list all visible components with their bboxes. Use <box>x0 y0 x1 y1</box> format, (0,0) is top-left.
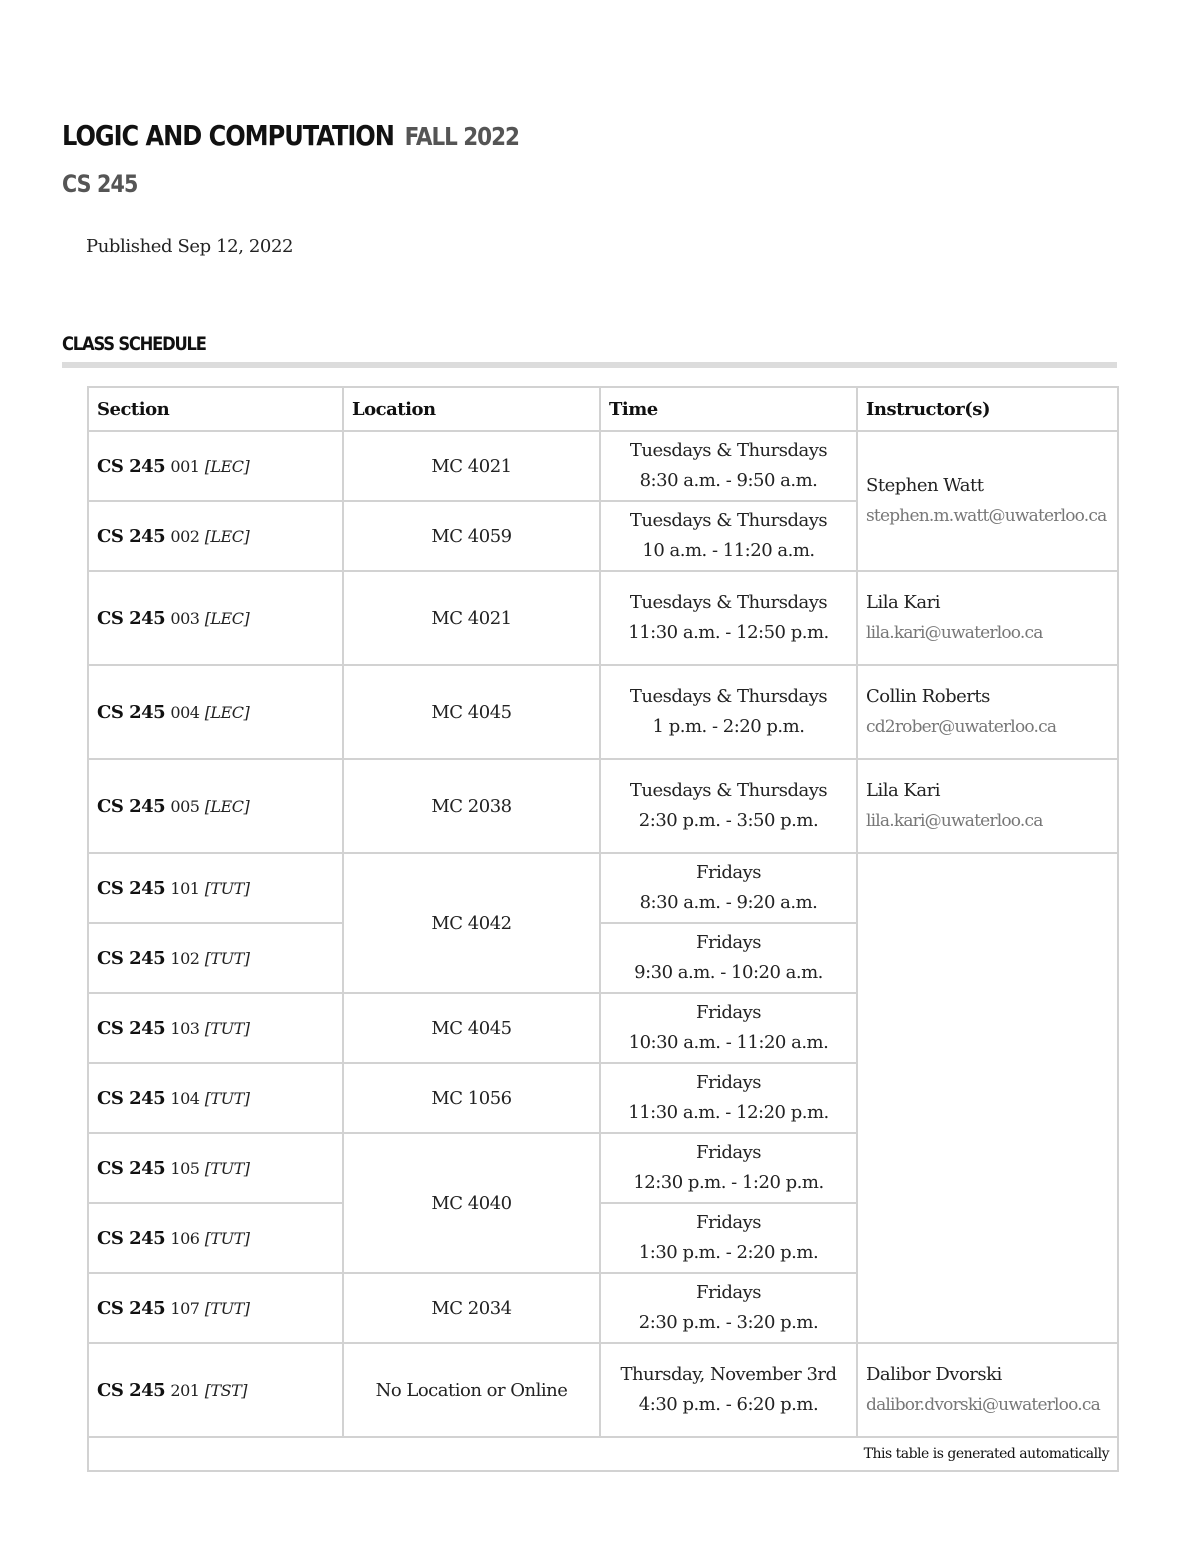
instructor-cell <box>857 571 1118 665</box>
section-type: [TUT] <box>204 1298 250 1318</box>
location-cell: MC 2038 <box>343 759 600 853</box>
time-cell <box>600 759 857 853</box>
section-type: [TUT] <box>204 1228 250 1248</box>
table-row <box>88 759 1118 853</box>
section-type: [TUT] <box>204 878 250 898</box>
instructor-email[interactable]: dalibor.dvorski@uwaterloo.ca <box>866 1395 1100 1415</box>
time-cell <box>600 923 857 993</box>
section-cell <box>88 1203 343 1273</box>
course-prefix: CS 245 <box>97 525 166 547</box>
instructor-cell <box>857 665 1118 759</box>
course-prefix: CS 245 <box>97 1017 166 1039</box>
section-cell <box>88 759 343 853</box>
time-cell <box>600 1063 857 1133</box>
location-cell: MC 4059 <box>343 501 600 571</box>
time-cell <box>600 993 857 1063</box>
column-header-location: Location <box>343 387 600 431</box>
location-cell: MC 1056 <box>343 1063 600 1133</box>
section-number: 003 <box>170 608 200 628</box>
section-number: 104 <box>170 1088 200 1108</box>
instructor-name: Stephen Watt <box>866 475 984 496</box>
section-cell <box>88 571 343 665</box>
time-range: 8:30 a.m. - 9:50 a.m. <box>639 470 818 491</box>
course-prefix: CS 245 <box>97 1227 166 1249</box>
time-days: Fridays <box>695 932 761 953</box>
title-block <box>62 118 593 155</box>
time-cell <box>600 1203 857 1273</box>
location-cell: MC 4040 <box>343 1133 600 1273</box>
section-cell <box>88 1133 343 1203</box>
time-range: 8:30 a.m. - 9:20 a.m. <box>639 892 818 913</box>
time-range: 4:30 p.m. - 6:20 p.m. <box>638 1394 819 1415</box>
class-schedule-heading: CLASS SCHEDULE <box>62 333 206 355</box>
time-days: Fridays <box>695 1142 761 1163</box>
table-row <box>88 1343 1118 1437</box>
column-header-time: Time <box>600 387 857 431</box>
section-cell <box>88 993 343 1063</box>
course-prefix: CS 245 <box>97 1087 166 1109</box>
course-code: CS 245 <box>62 170 138 198</box>
location-cell: MC 4021 <box>343 571 600 665</box>
section-number: 004 <box>170 702 200 722</box>
section-number: 103 <box>170 1018 200 1038</box>
instructor-name: Lila Kari <box>866 592 940 613</box>
course-prefix: CS 245 <box>97 947 166 969</box>
course-prefix: CS 245 <box>97 1379 166 1401</box>
section-type: [LEC] <box>204 702 250 722</box>
table-row <box>88 571 1118 665</box>
section-number: 101 <box>170 878 200 898</box>
course-prefix: CS 245 <box>97 795 166 817</box>
section-number: 201 <box>170 1380 200 1400</box>
time-range: 10 a.m. - 11:20 a.m. <box>642 540 815 561</box>
course-prefix: CS 245 <box>97 1157 166 1179</box>
time-days: Tuesdays & Thursdays <box>629 510 828 531</box>
time-days: Fridays <box>695 862 761 883</box>
section-cell <box>88 501 343 571</box>
instructor-name: Lila Kari <box>866 780 940 801</box>
time-range: 12:30 p.m. - 1:20 p.m. <box>633 1172 824 1193</box>
time-days: Fridays <box>695 1072 761 1093</box>
section-number: 005 <box>170 796 200 816</box>
table-footer-row <box>88 1437 1118 1471</box>
section-number: 102 <box>170 948 200 968</box>
section-cell <box>88 853 343 923</box>
section-type: [LEC] <box>204 796 250 816</box>
course-prefix: CS 245 <box>97 877 166 899</box>
section-number: 001 <box>170 456 200 476</box>
section-type: [LEC] <box>204 456 250 476</box>
instructor-cell <box>857 431 1118 571</box>
section-type: [TUT] <box>204 948 250 968</box>
instructor-cell <box>857 759 1118 853</box>
location-cell: No Location or Online <box>343 1343 600 1437</box>
table-row <box>88 665 1118 759</box>
time-range: 2:30 p.m. - 3:50 p.m. <box>638 810 819 831</box>
time-cell <box>600 665 857 759</box>
section-cell <box>88 1273 343 1343</box>
instructor-name: Collin Roberts <box>866 686 990 707</box>
time-days: Tuesdays & Thursdays <box>629 686 828 707</box>
table-row <box>88 853 1118 923</box>
instructor-email[interactable]: lila.kari@uwaterloo.ca <box>866 623 1043 643</box>
instructor-name: Dalibor Dvorski <box>866 1364 1002 1385</box>
location-cell: MC 4045 <box>343 993 600 1063</box>
section-cell <box>88 1063 343 1133</box>
instructor-cell <box>857 1343 1118 1437</box>
section-type: [TUT] <box>204 1158 250 1178</box>
location-cell: MC 4021 <box>343 431 600 501</box>
column-header-section: Section <box>88 387 343 431</box>
course-title: LOGIC AND COMPUTATION <box>62 119 394 152</box>
course-prefix: CS 245 <box>97 607 166 629</box>
location-cell: MC 4042 <box>343 853 600 993</box>
time-days: Tuesdays & Thursdays <box>629 780 828 801</box>
instructor-email[interactable]: cd2rober@uwaterloo.ca <box>866 717 1057 737</box>
section-cell <box>88 1343 343 1437</box>
time-days: Tuesdays & Thursdays <box>629 592 828 613</box>
section-type: [TUT] <box>204 1018 250 1038</box>
course-prefix: CS 245 <box>97 1297 166 1319</box>
instructor-email[interactable]: stephen.m.watt@uwaterloo.ca <box>866 506 1107 526</box>
section-type: [LEC] <box>204 608 250 628</box>
time-range: 11:30 a.m. - 12:50 p.m. <box>628 622 829 643</box>
time-cell <box>600 1343 857 1437</box>
time-days: Thursday, November 3rd <box>620 1364 837 1385</box>
section-type: [LEC] <box>204 526 250 546</box>
class-schedule-table <box>87 386 1119 1472</box>
time-range: 1:30 p.m. - 2:20 p.m. <box>638 1242 819 1263</box>
instructor-cell-empty <box>857 853 1118 1343</box>
time-days: Tuesdays & Thursdays <box>629 440 828 461</box>
time-range: 11:30 a.m. - 12:20 p.m. <box>628 1102 829 1123</box>
instructor-email[interactable]: lila.kari@uwaterloo.ca <box>866 811 1043 831</box>
time-days: Fridays <box>695 1282 761 1303</box>
course-prefix: CS 245 <box>97 455 166 477</box>
section-cell <box>88 923 343 993</box>
section-number: 107 <box>170 1298 200 1318</box>
time-cell <box>600 1273 857 1343</box>
section-cell <box>88 431 343 501</box>
time-cell <box>600 571 857 665</box>
time-days: Fridays <box>695 1002 761 1023</box>
heading-divider <box>62 362 1117 368</box>
location-cell: MC 4045 <box>343 665 600 759</box>
table-row <box>88 431 1118 501</box>
course-term: FALL 2022 <box>404 122 519 151</box>
section-type: [TST] <box>204 1380 247 1400</box>
section-cell <box>88 665 343 759</box>
published-date: Published Sep 12, 2022 <box>86 236 294 257</box>
page-title <box>62 118 519 155</box>
column-header-instructors: Instructor(s) <box>857 387 1118 431</box>
time-range: 2:30 p.m. - 3:20 p.m. <box>638 1312 819 1333</box>
time-range: 9:30 a.m. - 10:20 a.m. <box>634 962 823 983</box>
time-range: 1 p.m. - 2:20 p.m. <box>652 716 805 737</box>
course-prefix: CS 245 <box>97 701 166 723</box>
time-cell <box>600 501 857 571</box>
time-cell <box>600 431 857 501</box>
time-range: 10:30 a.m. - 11:20 a.m. <box>628 1032 829 1053</box>
location-cell: MC 2034 <box>343 1273 600 1343</box>
section-number: 105 <box>170 1158 200 1178</box>
section-number: 106 <box>170 1228 200 1248</box>
section-number: 002 <box>170 526 200 546</box>
time-cell <box>600 853 857 923</box>
table-footer-note: This table is generated automatically <box>88 1437 1118 1471</box>
time-days: Fridays <box>695 1212 761 1233</box>
table-header-row <box>88 387 1118 431</box>
section-type: [TUT] <box>204 1088 250 1108</box>
time-cell <box>600 1133 857 1203</box>
